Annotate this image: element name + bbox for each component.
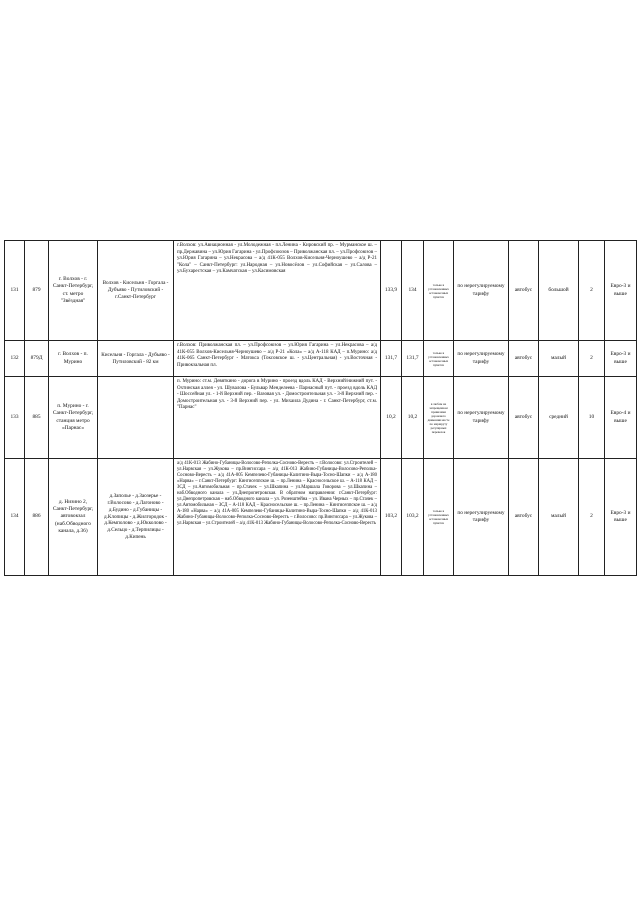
route-path: а/д 41К-013 Жабино-Губаницы-Волосово-Реполка-Сосново-Вересть – г.Волосово: ул.Строителей – ул.Нарвская – ул.Жукова – пр.Вингиссара – а/д 41К-013 Жабино-Губаницы-Волосово-Реполка-Сосново-Вересть – а/д 41А-005 Кемпелево-Губаницы-Калитино-Выра-Тосно-Шапки – а/д А-180 «Нарва» – г.Санкт-Петербург: Кингисеппское ш. – пр.Ленина – Красносельское ш. – А-118 КАД – ЗСД – ул.Автомобильная – пр.Стачек – ул.Шкапина – ул.Маршала Говорова – ул.Шкапина – наб.Обводного канала – ул.Днепропетровская. В обратном направлении: г.Санкт-Петербург: ул.Днепропетровская – наб.Обводного канала – ул. Розенштейна – ул. Ивана Черных – пр.Стачек – ул.Автомобильная – ЗСД – А-118 КАД – Красносельское ш. – пр.Ленина – Кингисеппское ш. – а/д А-180 «Нарва» – а/д 41А-005 Кемпелево-Губаницы-Калитино-Выра-Тосно-Шапки – а/д 41К-013 Жабино-Губаницы-Волосово-Реполка-Сосново-Вересть – г.Волосово: пр.Вингиссара – ул.Жукова – ул.Нарвская – ул.Строителей – а/д 41К-013 Жабино-Губаницы-Волосово-Реполка-Сосново-Вересть <box>174 459 381 576</box>
eco-class: Евро-3 и выше <box>605 459 637 576</box>
table-row <box>5 377 637 459</box>
routes-table <box>4 240 637 576</box>
route-number: 886 <box>25 459 49 576</box>
table-row <box>5 241 637 341</box>
vehicle-type: автобус <box>509 241 539 341</box>
route-length-forward: 133,9 <box>381 241 402 341</box>
route-number: 879 <box>25 241 49 341</box>
row-number: 132 <box>5 341 25 377</box>
vehicle-class: большой <box>539 241 579 341</box>
vehicle-class: малый <box>539 459 579 576</box>
intermediate-stops: д.Заполье - д.Заозерье - г.Волосово - д.Лагоново - д.Будино - д.Губаницы - д.Клопицы - д.Жилгородок - д.Кемполово - д.Юкколово - д.Сельцо - д.Терпилицы - д.Кипень <box>98 459 174 576</box>
route-name: п. Мурино - г. Санкт-Петербург, станция метро «Парнас» <box>49 377 98 459</box>
route-length-forward: 131,7 <box>381 341 402 377</box>
route-length-backward: 134 <box>402 241 424 341</box>
row-number: 131 <box>5 241 25 341</box>
vehicle-count: 10 <box>579 377 605 459</box>
stop-order: в любом не запрещенном правилами дорожного движения месте по маршруту регулярных перевозок <box>424 377 454 459</box>
vehicle-type: автобус <box>509 459 539 576</box>
route-path: п. Мурино: ст.м. Девяткино - дорога в Мурино - проезд вдоль КАД - Верхний/нижний пут. - Охтинская аллея - ул. Шувалова - Бульвар Менделеева - Парнасный пут. - проезд вдоль КАД - Шоссейная ул. - 1-й Верхний пер. - Вазовая ул. - Домостроительная ул. - 3-й Верхний пер. - Домостроительная ул. - 3-й Верхний пер. - ул. Михаила Дудина - г. Санкт-Петербург, ст.м. "Парнас" <box>174 377 381 459</box>
eco-class: Евро-4 и выше <box>605 377 637 459</box>
route-number: 885 <box>25 377 49 459</box>
route-name: г. Волхов - г. Санкт-Петербург, ст. метро "Звёздная" <box>49 241 98 341</box>
stop-order: только в установленных остановочных пунктах <box>424 341 454 377</box>
route-number: 879Д <box>25 341 49 377</box>
row-number: 134 <box>5 459 25 576</box>
tariff-type: по нерегулируемому тарифу <box>454 459 509 576</box>
table-row <box>5 459 637 576</box>
row-number: 133 <box>5 377 25 459</box>
route-length-backward: 131,7 <box>402 341 424 377</box>
tariff-type: по нерегулируемому тарифу <box>454 377 509 459</box>
route-path: г.Волхов: Приволжанская пл. – ул.Профсоюзов – ул.Юрия Гагарина – ул.Некрасова – а/д 41К-055 Волхов-Кисельня-Черноушево – а/д Р-21 «Кола» – а/д А-118 КАД – п.Мурино: а/д 41К-065 Санкт-Петербург - Матокса (Токсовское ш. - ул.Центральная) - ул.Восточная - Привокзальная пл. <box>174 341 381 377</box>
intermediate-stops: Кисельня - Горгала - Дубъяво - Путиловский - 82 км <box>98 341 174 377</box>
route-length-forward: 103,2 <box>381 459 402 576</box>
tariff-type: по нерегулируемому тарифу <box>454 341 509 377</box>
vehicle-count: 2 <box>579 459 605 576</box>
stop-order: только в установленных остановочных пунктах <box>424 459 454 576</box>
stop-order: только в установленных остановочных пунктах <box>424 241 454 341</box>
route-length-backward: 10,2 <box>402 377 424 459</box>
tariff-type: по нерегулируемому тарифу <box>454 241 509 341</box>
table-row <box>5 341 637 377</box>
vehicle-class: средний <box>539 377 579 459</box>
eco-class: Евро-3 и выше <box>605 341 637 377</box>
route-length-backward: 103,2 <box>402 459 424 576</box>
route-path: г.Волхов: ул.Авиационная - ул.Молодежная - пл.Ленина - Кировский пр. – Мурманское ш. – пр.Державина – ул.Юрия Гагарина - ул.Профсоюзов – Приволжанская пл. – ул.Профсоюзов – ул.Юрия Гагарина – ул.Некрасова – а/д 41К-055 Волхов-Кисельня-Черноушево – а/д Р-21 "Кола" – Санкт-Петербург: ул.Народная – ул.Новосёлов – ул.Софийская – ул.Салова – ул.Бухарестская – ул.Камчатская – ул.Касимовская <box>174 241 381 341</box>
vehicle-count: 2 <box>579 241 605 341</box>
vehicle-type: автобус <box>509 377 539 459</box>
route-length-forward: 10,2 <box>381 377 402 459</box>
eco-class: Евро-3 и выше <box>605 241 637 341</box>
route-name: г. Волхов - п. Мурино <box>49 341 98 377</box>
intermediate-stops: Волхов - Кисельня - Горгала - Дубъяво - Путиловский - г.Санкт-Петербург <box>98 241 174 341</box>
intermediate-stops <box>98 377 174 459</box>
vehicle-class: малый <box>539 341 579 377</box>
vehicle-count: 2 <box>579 341 605 377</box>
route-name: д. Низино 2, Санкт-Петербург, автовокзал (наб.Обводного канала, д.36) <box>49 459 98 576</box>
vehicle-type: автобус <box>509 341 539 377</box>
